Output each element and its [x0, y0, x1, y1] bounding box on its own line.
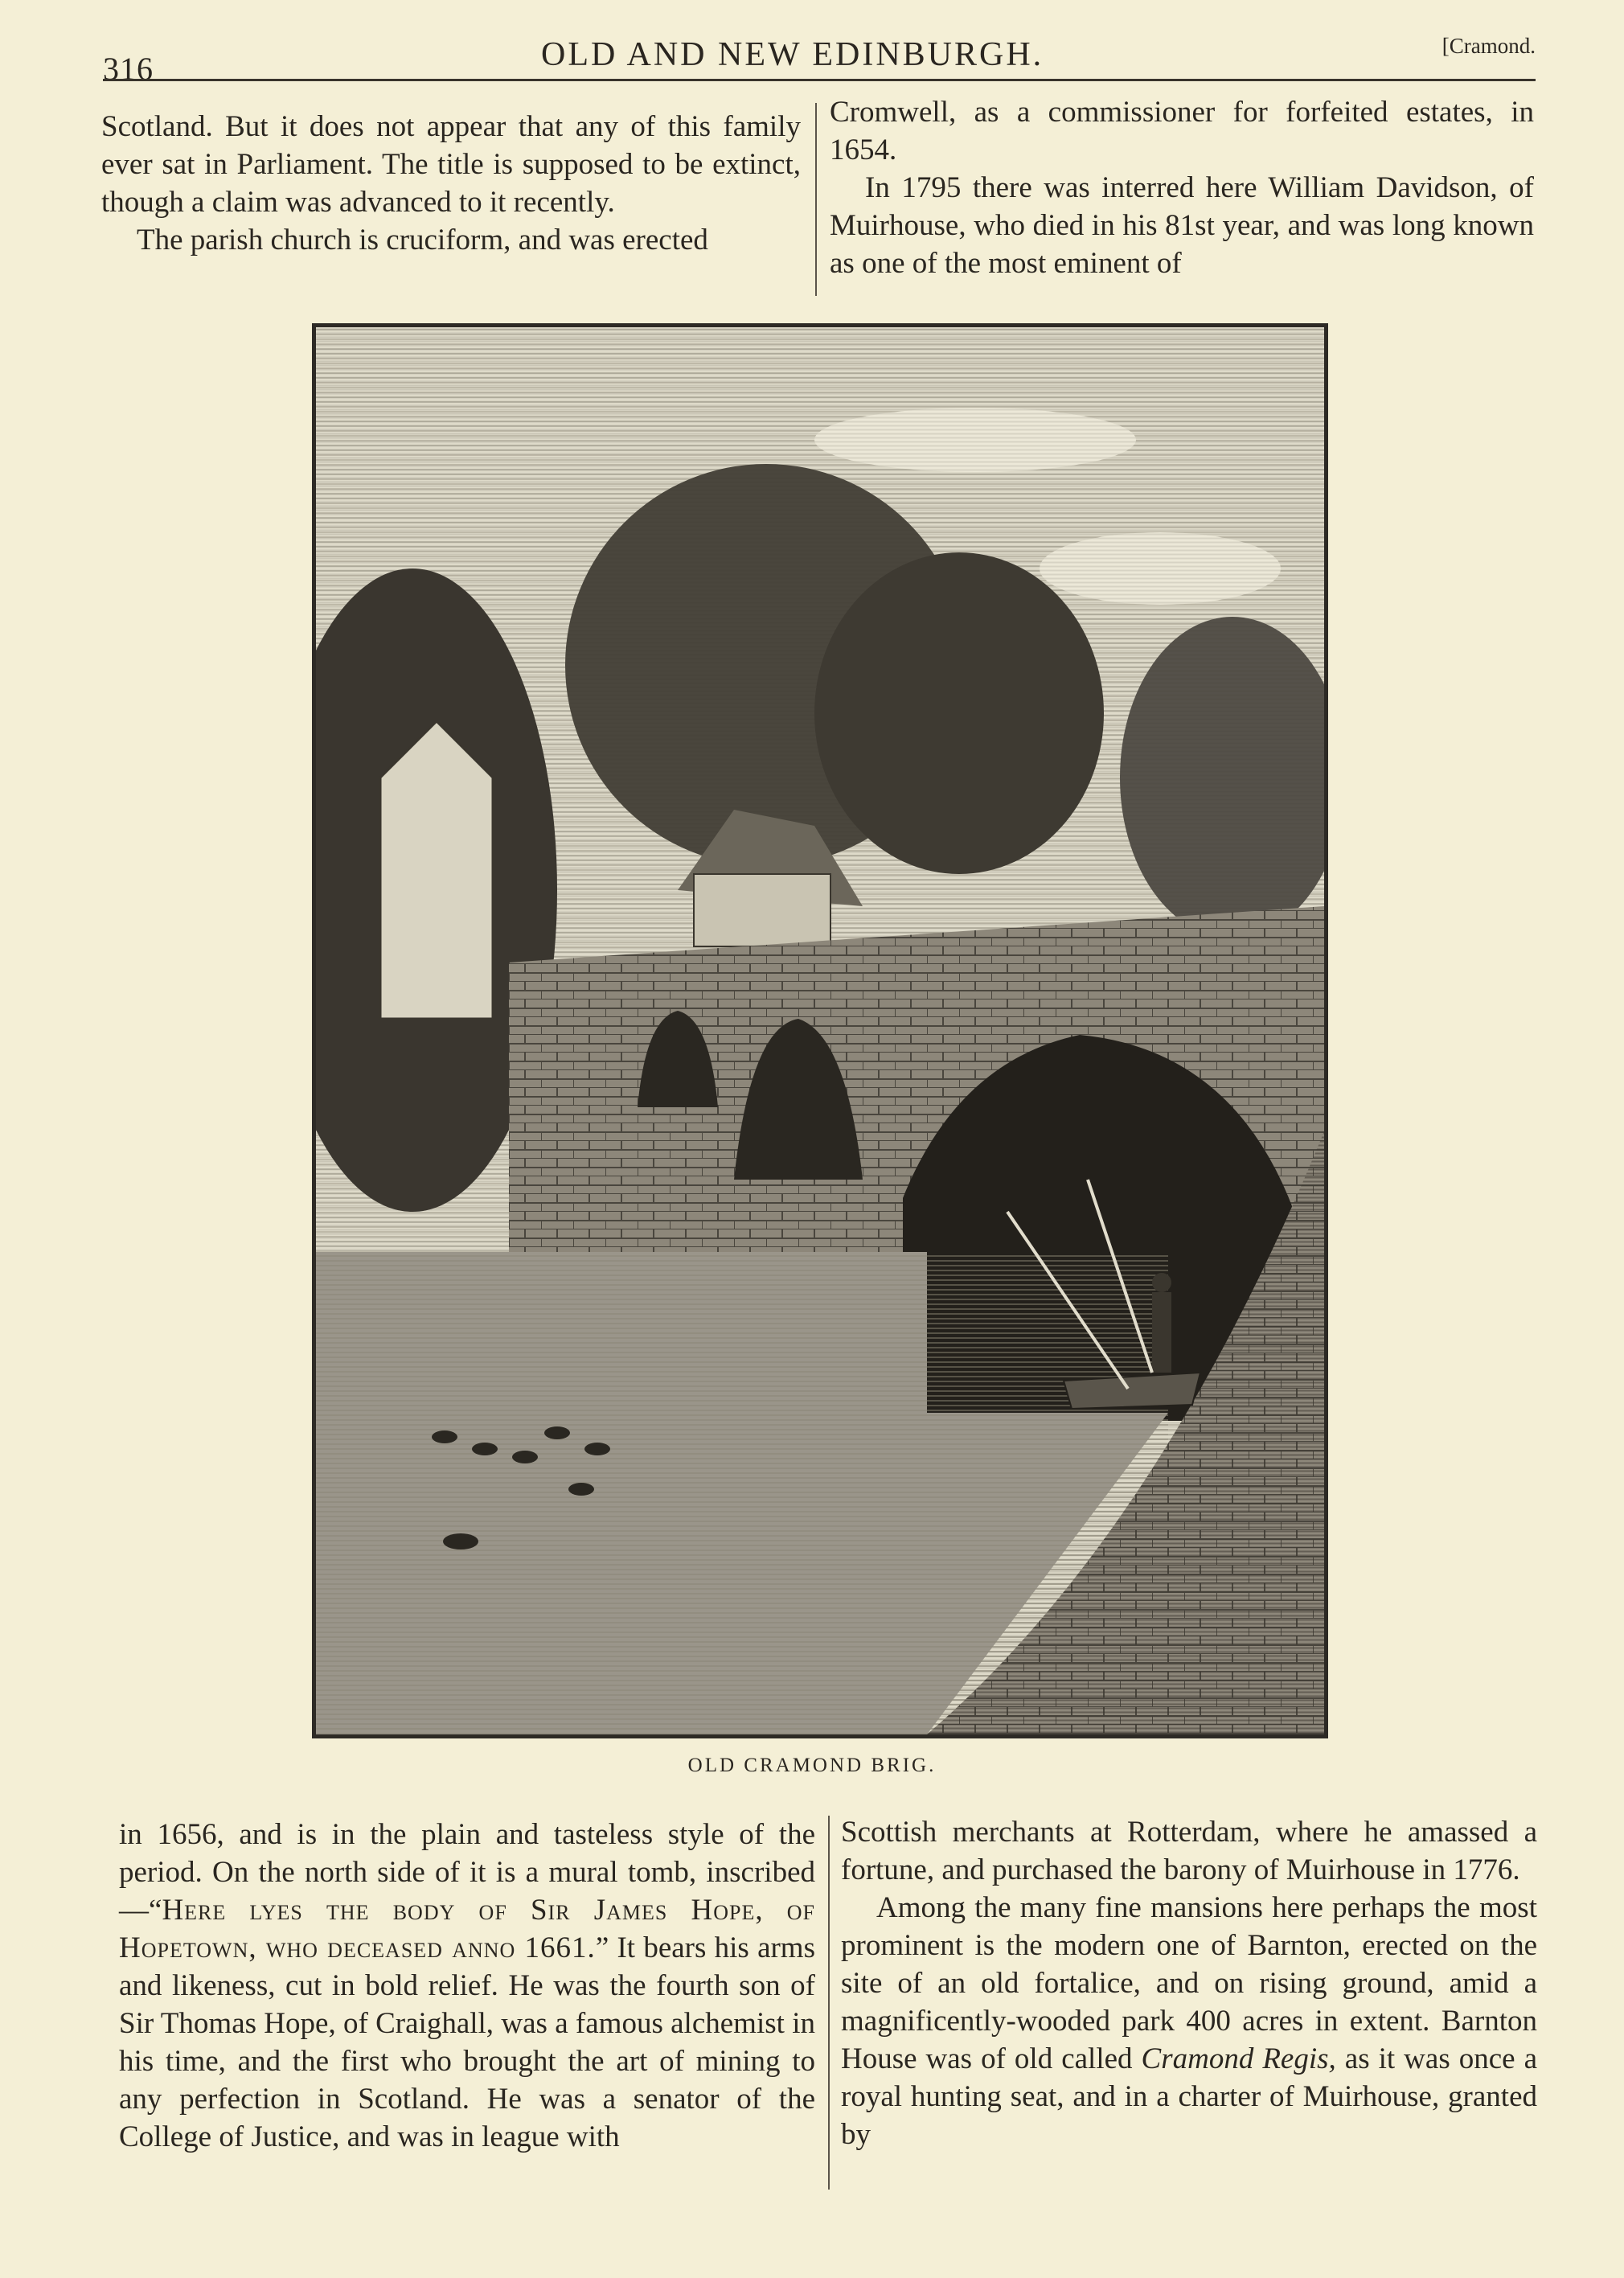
text-run: Among the many fine mansions here perhaps the most prominent is the modern one of Barnton, erected on the site of an old fortalice, and on rising ground, amid a magnificently-wooded park 400 acres in extent. Barnton House was of old called — [841, 1891, 1537, 2075]
engraving-old-cramond-brig — [312, 323, 1328, 1738]
paragraph — [841, 1889, 1537, 2153]
tomb-inscription: Here lyes the body of Sir James Hope, of Hopetown, who deceased anno 1661. — [119, 1894, 815, 1964]
paragraph: In 1795 there was interred here William Davidson, of Muirhouse, who died in his 81st year, and was long known as one of the most eminent of — [830, 171, 1534, 280]
text-run: ” It bears his arms and likeness, cut in bold relief. He was the fourth son of Sir Thomas Hope, of Craighall, was a famous alchemist in his time, and the first who brought the art of mining to any perfection in Scotland. He was a senator of the College of Justice, and was in league with — [119, 1931, 815, 2153]
text-run: as it was once a royal hunting seat, and in a charter of Muirhouse, granted by — [841, 2042, 1538, 2151]
running-title: OLD AND NEW EDINBURGH. — [541, 36, 1044, 73]
page-number: 316 — [103, 51, 154, 87]
text-run: in 1656, and is in the plain and tasteless style of the period. On the north side of it is a mural tomb, inscribed—“ — [119, 1818, 815, 1927]
column-divider — [815, 103, 817, 296]
running-header — [103, 32, 1536, 87]
engraving-illustration — [316, 327, 1324, 1734]
header-rule — [103, 79, 1536, 81]
bottom-right-column — [841, 1813, 1537, 2153]
paragraph — [119, 1816, 815, 2156]
paragraph: The parish church is cruciform, and was erected — [137, 224, 708, 257]
figure-caption: OLD CRAMOND BRIG. — [687, 1755, 937, 1776]
paragraph: Scottish merchants at Rotterdam, where he amassed a fortune, and purchased the barony of Muirhouse in 1776. — [841, 1816, 1537, 1886]
paragraph: Cromwell, as a commissioner for forfeited estates, in 1654. — [830, 96, 1534, 166]
bottom-left-column — [119, 1816, 815, 2156]
section-label: [Cramond. — [1442, 34, 1536, 58]
top-left-column — [101, 108, 801, 259]
column-divider — [828, 1816, 830, 2190]
top-right-column — [830, 93, 1534, 282]
italic-name: Cramond Regis, — [1141, 2042, 1336, 2075]
paragraph: Scotland. But it does not appear that any of this family ever sat in Parliament. The title is supposed to be extinct, though a claim was advanced to it recently. — [101, 110, 801, 219]
